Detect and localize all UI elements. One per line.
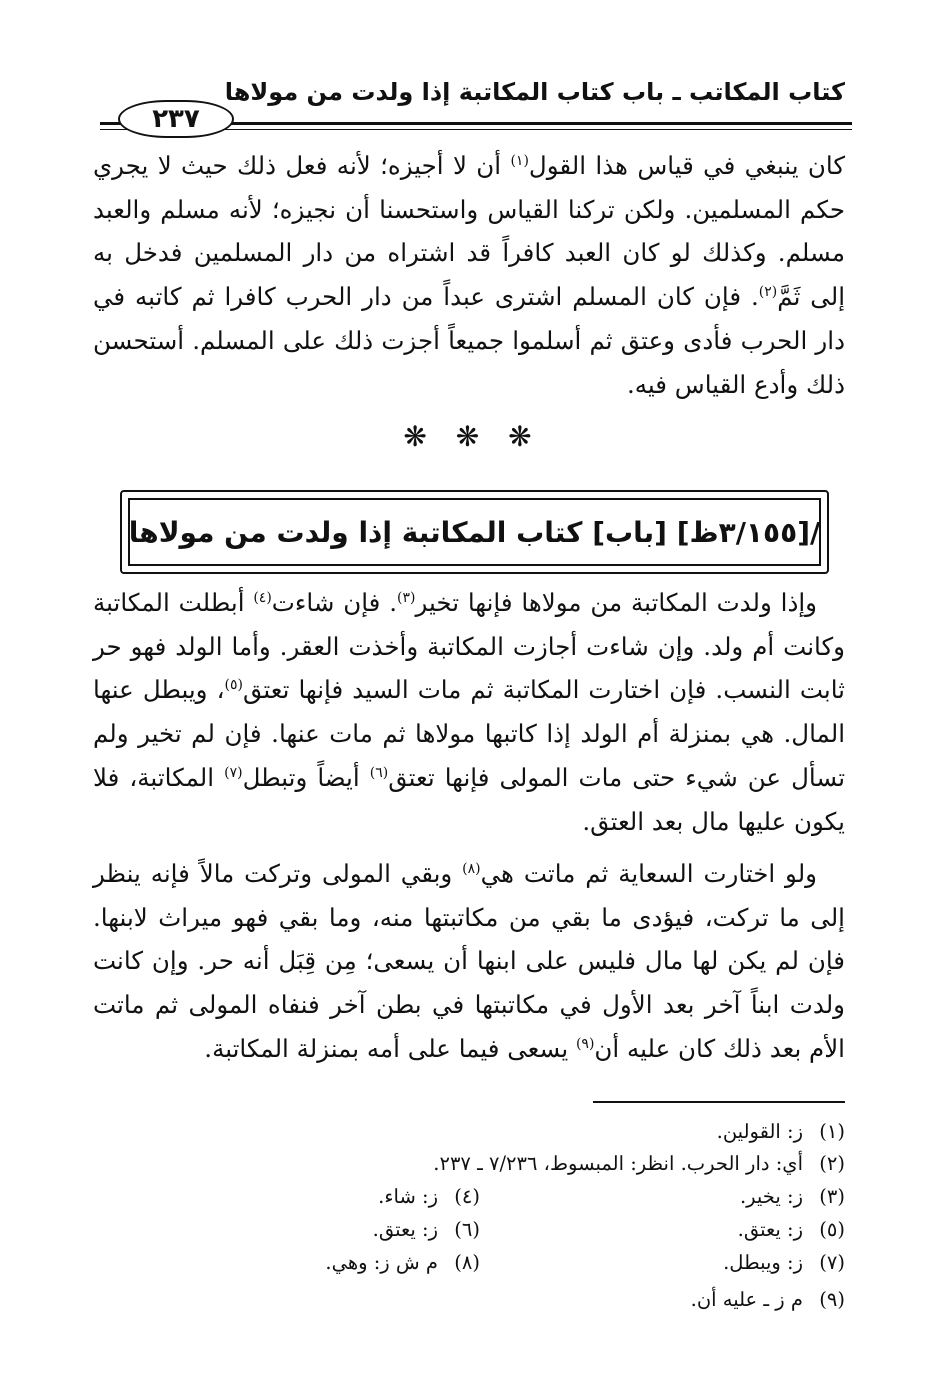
footnote-ref-1[interactable]: (١) (510, 152, 529, 169)
footnote-ref-4[interactable]: (٤) (253, 589, 272, 606)
section-separator: ❋ ❋ ❋ (403, 420, 542, 453)
footnote-8: (٨)م ش ز: وهي. (325, 1251, 480, 1274)
footnote-3: (٣)ز: يخير. (739, 1185, 845, 1208)
footnote-ref-3[interactable]: (٣) (397, 589, 416, 606)
footnote-9: (٩)م ز ـ عليه أن. (690, 1288, 845, 1311)
paragraph-3: ولو اختارت السعاية ثم ماتت هي$^{(٨)}$ وبقي المولى وتركت مالاً فإنه ينظر إلى ما تركت، فيؤدى ما بقي من مكاتبتها منه، وما بقي فهو ميراث لابنها. فإن لم يكن لها مال فليس على ابنها أن يسعى؛ مِن قِبَل أنه حر. وإن كانت ولدت ابناً آخر بعد الأول في مكاتبتها في بطن آخر فنفاه المولى ثم ماتت الأم بعد ذلك كان عليه أن$^{(٩)}$ يسعى فيما على أمه بمنزلة المكاتبة. (93, 859, 845, 1063)
footnote-6: (٦)ز: يعتق. (372, 1218, 480, 1241)
chapter-title: /[٣/١٥٥ظ] [باب] كتاب المكاتبة إذا ولدت من مولاها (128, 515, 821, 549)
footnote-rule (593, 1101, 845, 1103)
page-number: ٢٣٧ (118, 100, 234, 138)
footnote-4: (٤)ز: شاء. (378, 1185, 480, 1208)
footnote-ref-7[interactable]: (٧) (224, 764, 243, 781)
paragraph-1: كان ينبغي في قياس هذا القول$^{(١)}$ أن لا أجيزه؛ لأنه فعل ذلك حيث لا يجري حكم المسلمين. ولكن تركنا القياس واستحسنا أن نجيزه؛ لأنه مسلم والعبد مسلم. وكذلك لو كان العبد كافراً قد اشتراه من دار المسلمين فدخل به إلى ثَمَّ$^{(٢)}$. فإن كان المسلم اشترى عبداً من دار الحرب كافرا ثم كاتبه في دار الحرب فأدى وعتق ثم أسلموا جميعاً أجزت ذلك على المسلم. أستحسن ذلك وأدع القياس فيه. (93, 151, 845, 399)
running-header: كتاب المكاتب ـ باب كتاب المكاتبة إذا ولدت من مولاها (224, 78, 845, 106)
footnote-ref-8[interactable]: (٨) (462, 860, 481, 877)
footnote-5: (٥)ز: يعتق. (737, 1218, 845, 1241)
paragraph-2: وإذا ولدت المكاتبة من مولاها فإنها تخير$^{(٣)}$. فإن شاءت$^{(٤)}$ أبطلت المكاتبة وكانت أم ولد. وإن شاءت أجازت المكاتبة وأخذت العقر. وأما الولد فهو حر ثابت النسب. فإن اختارت المكاتبة ثم مات السيد فإنها تعتق$^{(٥)}$، ويبطل عنها المال. هي بمنزلة أم الولد إذا كاتبها مولاها ثم مات عنها. فإن لم تخير ولم تسأل عن شيء حتى مات المولى فإنها تعتق$^{(٦)}$ أيضاً وتبطل$^{(٧)}$ المكاتبة، فلا يكون عليها مال بعد العتق. (93, 588, 846, 836)
footnote-ref-6[interactable]: (٦) (369, 764, 389, 781)
footnote-7: (٧)ز: ويبطل. (723, 1251, 845, 1274)
chapter-heading-frame (120, 490, 829, 574)
footnote-ref-5[interactable]: (٥) (224, 677, 243, 694)
footnote-2: (٢)أي: دار الحرب. انظر: المبسوط، ٧/٢٣٦ ـ ٢٣٧. (433, 1152, 845, 1175)
footnote-ref-2[interactable]: (٢) (758, 283, 778, 300)
footnote-1: (١)ز: القولين. (716, 1120, 845, 1143)
footnote-ref-9[interactable]: (٩) (575, 1035, 595, 1052)
